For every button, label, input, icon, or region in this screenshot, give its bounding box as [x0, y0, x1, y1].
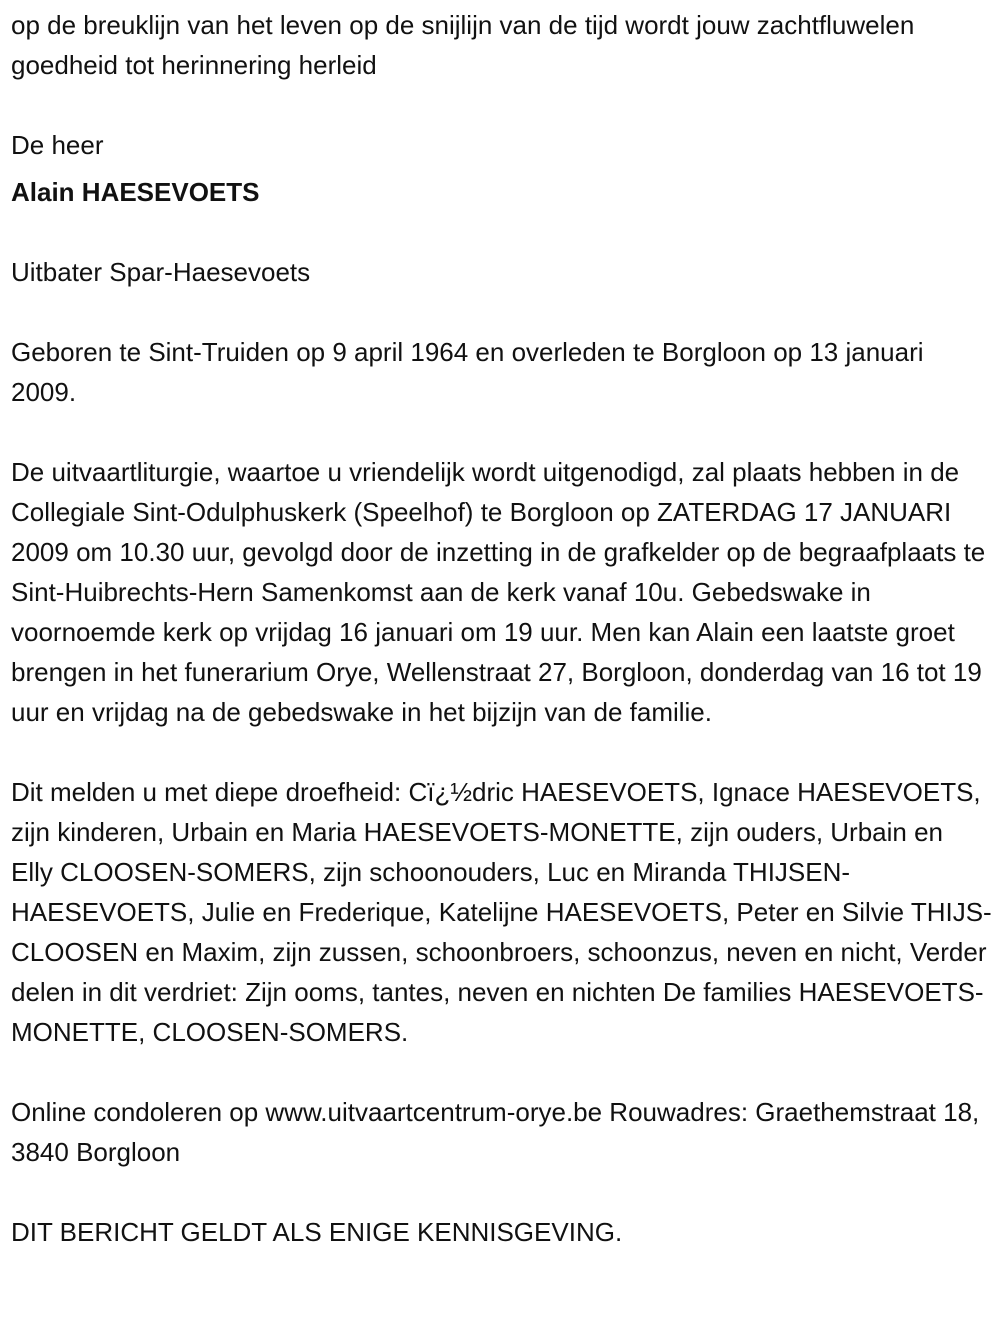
deceased-name: Alain HAESEVOETS: [11, 177, 260, 207]
notice: DIT BERICHT GELDT ALS ENIGE KENNISGEVING.: [11, 1217, 623, 1247]
salutation: De heer: [11, 130, 104, 160]
birth-death: Geboren te Sint-Truiden op 9 april 1964 en overleden te Borgloon op 13 januari 2009.: [11, 337, 924, 407]
occupation: Uitbater Spar-Haesevoets: [11, 257, 311, 287]
condolence-info: Online condoleren op www.uitvaartcentrum-orye.be Rouwadres: Graethemstraat 18, 3840 Borgloon: [11, 1097, 980, 1167]
family-announcement: Dit melden u met diepe droefheid: Cï¿½dric HAESEVOETS, Ignace HAESEVOETS, zijn kinderen, Urbain en Maria HAESEVOETS-MONETTE, zijn ouders, Urbain en Elly CLOOSEN-SOMERS, zijn schoonouders, Luc en Miranda THIJSEN-HAESEVOETS, Julie en Frederique, Katelijne HAESEVOETS, Peter en Silvie THIJS-CLOOSEN en Maxim, zijn zussen, schoonbroers, schoonzus, neven en nicht, Verder delen in dit verdriet: Zijn ooms, tantes, neven en nichten De families HAESEVOETS- MONETTE, CLOOSEN-SOMERS.: [11, 777, 992, 1047]
funeral-details: De uitvaartliturgie, waartoe u vriendelijk wordt uitgenodigd, zal plaats hebben in de Collegiale Sint-Odulphuskerk (Speelhof) te Borgloon op ZATERDAG 17 JANUARI 2009 om 10.30 uur, gevolgd door de inzetting in de grafkelder op de begraafplaats te Sint-Huibrechts-Hern Samenkomst aan de kerk vanaf 10u. Gebedswake in voornoemde kerk op vrijdag 16 januari om 19 uur. Men kan Alain een laatste groet brengen in het funerarium Orye, Wellenstraat 27, Borgloon, donderdag van 16 tot 19 uur en vrijdag na de gebedswake in het bijzijn van de familie.: [11, 457, 986, 727]
motto: op de breuklijn van het leven op de snijlijn van de tijd wordt jouw zachtfluwelen goedheid tot herinnering herleid: [11, 10, 915, 80]
